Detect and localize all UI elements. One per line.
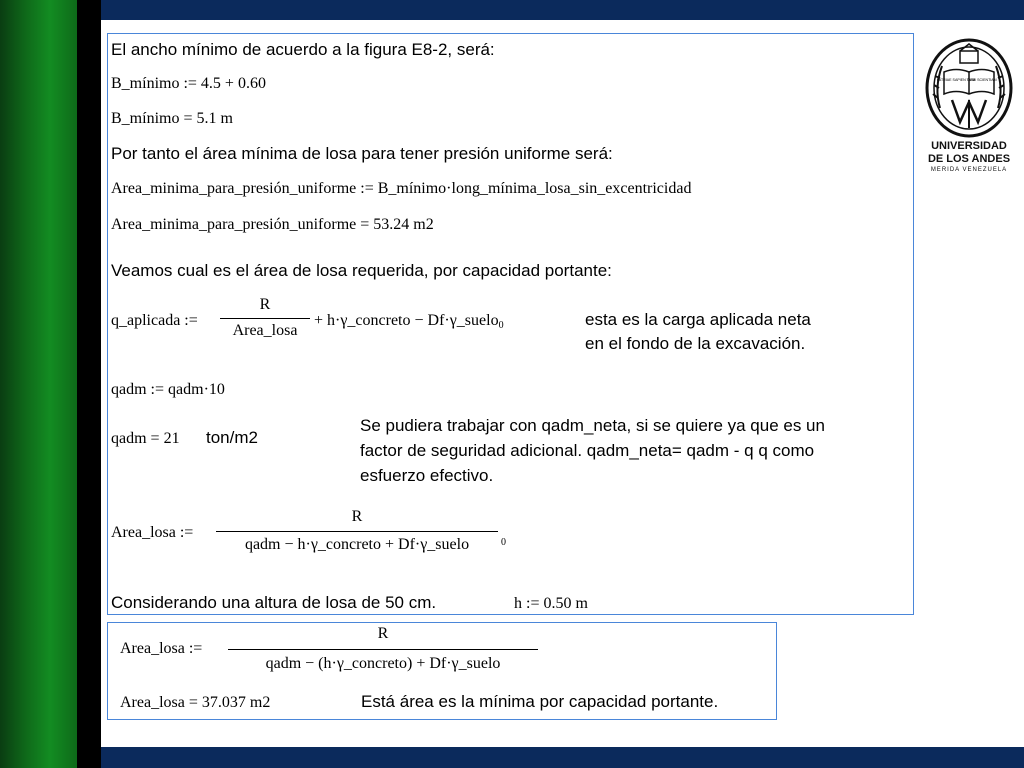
capacidad-intro-text: Veamos cual es el área de losa requerida, por capacidad portante: (111, 261, 612, 280)
main-worksheet-panel (107, 33, 914, 615)
qadm-neta-note-line2: factor de seguridad adicional. qadm_neta= qadm - q q como (360, 441, 815, 460)
area-losa-denominator: qadm − h·γ_concreto + Df·γ_suelo (244, 536, 470, 553)
area-minima-definition: Area_minima_para_presión_uniforme := B_mínimo·long_mínima_losa_sin_excentricidad (111, 180, 692, 197)
university-seal-icon (920, 38, 1018, 138)
logo-name-line2: DE LOS ANDES (927, 153, 1011, 165)
logo-name-line3: MERIDA VENEZUELA (930, 167, 1008, 173)
q-aplicada-marker: 0 (498, 320, 504, 331)
result-panel (107, 622, 777, 720)
q-aplicada-fraction (220, 296, 310, 344)
book-left-text: PATRIAE SAPIEN TIAM (936, 78, 976, 82)
area-losa-2-note: Está área es la mínima por capacidad portante. (361, 692, 719, 711)
qadm-unit: ton/m2 (206, 428, 258, 447)
area-losa-lhs: Area_losa := (111, 524, 194, 541)
qadm-definition: qadm := qadm·10 (111, 381, 225, 398)
left-green-sidebar (0, 0, 77, 768)
logo-name-line1: UNIVERSIDAD (931, 140, 1007, 152)
qadm-neta-note-line3: esfuerzo efectivo. (360, 466, 494, 485)
area-intro-text: Por tanto el área mínima de losa para tener presión uniforme será: (111, 144, 613, 163)
bottom-navy-band (101, 747, 1024, 768)
area-losa-fraction-bar (216, 531, 498, 532)
area-losa-2-fraction-bar (228, 649, 538, 650)
b-minimo-result: B_mínimo = 5.1 m (111, 110, 233, 127)
q-aplicada-numerator: R (259, 296, 271, 313)
q-aplicada-denominator: Area_losa (232, 322, 298, 339)
q-aplicada-rest: + h·γ_concreto − Df·γ_suelo$_0$ (314, 312, 504, 331)
top-navy-band (101, 0, 1024, 20)
area-minima-result: Area_minima_para_presión_uniforme = 53.24 m2 (111, 216, 434, 233)
carga-note-line1: esta es la carga aplicada neta (585, 310, 811, 329)
area-losa-2-numerator: R (377, 625, 389, 642)
area-losa-marker: 0 (501, 537, 506, 548)
book-right-text: ORBI SCIENTIAM (967, 78, 997, 82)
qadm-neta-note-line1: Se pudiera trabajar con qadm_neta, si se quiere ya que es un (360, 416, 825, 435)
area-losa-fraction (216, 508, 498, 558)
q-aplicada-lhs: q_aplicada := (111, 312, 198, 329)
intro-text: El ancho mínimo de acuerdo a la figura E8-2, será: (111, 40, 495, 59)
university-logo (920, 38, 1018, 178)
area-losa-numerator: R (351, 508, 363, 525)
area-losa-2-lhs: Area_losa := (120, 640, 203, 657)
area-losa-2-fraction (228, 625, 538, 677)
h-definition: h := 0.50 m (514, 595, 588, 612)
area-losa-2-result: Area_losa = 37.037 m2 (120, 694, 271, 711)
area-losa-2-denominator: qadm − (h·γ_concreto) + Df·γ_suelo (265, 655, 501, 672)
q-aplicada-fraction-bar (220, 318, 310, 319)
qadm-result: qadm = 21 (111, 430, 180, 447)
altura-losa-text: Considerando una altura de losa de 50 cm. (111, 593, 437, 612)
b-minimo-definition: B_mínimo := 4.5 + 0.60 (111, 75, 266, 92)
carga-note-line2: en el fondo de la excavación. (585, 334, 806, 353)
left-black-stripe (77, 0, 101, 768)
